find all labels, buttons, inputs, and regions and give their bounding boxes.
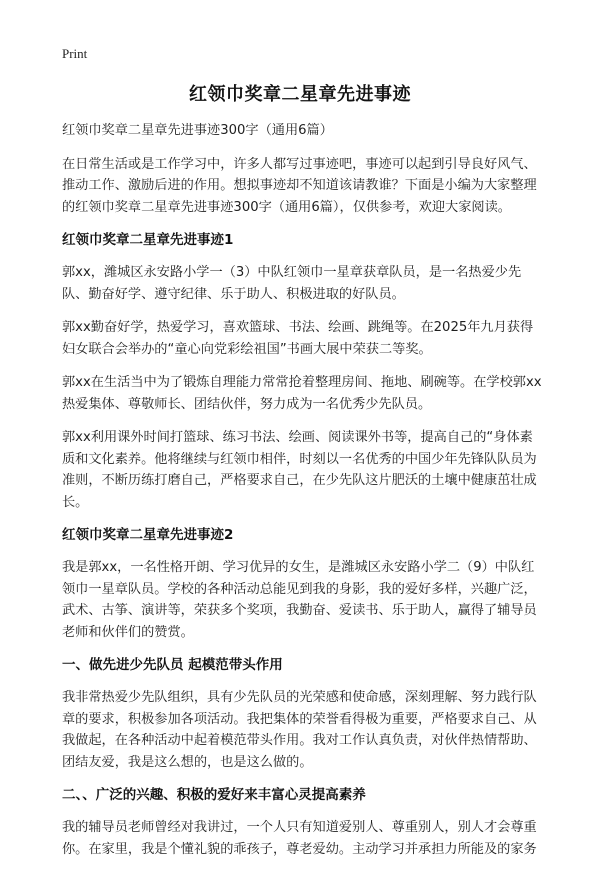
section1-paragraph-2: 郭xx勤奋好学，热爱学习，喜欢篮球、书法、绘画、跳绳等。在2025年九月获得妇女联合会举办的“童心向党彩绘祖国”书画大展中荣获二等奖。 (62, 320, 534, 357)
print-label: Print (62, 46, 88, 61)
page-title: 红领巾奖章二星章先进事迹 (189, 84, 411, 105)
subsection1-heading: 一、做先进少先队员 起模范带头作用 (62, 657, 283, 673)
subsection1-paragraph: 我非常热爱少先队组织，具有少先队员的光荣感和使命感，深刻理解、努力践行队章的要求，积极参加各项活动。我把集体的荣誉看得极为重要，严格要求自己、从我做起，在各种活动中起着模范带头作用。我对工作认真负责，对伙伴热情帮助、团结友爱，我是这么想的，也是这么做的。 (62, 690, 537, 770)
subtitle: 红领巾奖章二星章先进事迹300字（通用6篇） (62, 123, 333, 138)
subsection2-paragraph: 我的辅导员老师曾经对我讲过，一个人只有知道爱别人、尊重别人，别人才会尊重你。在家里，我是个懂礼貌的乖孩子，尊老爱幼。主动学习并承担力所能及的家务 (62, 820, 537, 857)
section1-paragraph-3: 郭xx在生活当中为了锻炼自理能力常常抢着整理房间、拖地、刷碗等。在学校郭xx热爱集体、尊敬师长、团结伙伴，努力成为一名优秀少先队员。 (62, 375, 542, 412)
intro-paragraph: 在日常生活或是工作学习中，许多人都写过事迹吧，事迹可以起到引导良好风气、推动工作、激励后进的作用。想拟事迹却不知道该请教谁？下面是小编为大家整理的红领巾奖章二星章先进事迹300字（通用6篇），仅供参考，欢迎大家阅读。 (62, 156, 537, 215)
section2-paragraph-1: 我是郭xx，一名性格开朗、学习优异的女生，是潍城区永安路小学二（9）中队红领巾一星章队员。学校的各种活动总能见到我的身影，我的爱好多样，兴趣广泛，武术、古筝、演讲等，荣获多个奖项，我勤奋、爱读书、乐于助人，赢得了辅导员老师和伙伴们的赞赏。 (62, 560, 537, 640)
section1-heading: 红领巾奖章二星章先进事迹1 (62, 232, 234, 248)
subsection2-heading: 二、、广泛的兴趣、积极的爱好来丰富心灵提高素养 (62, 787, 366, 803)
section2-heading: 红领巾奖章二星章先进事迹2 (62, 527, 234, 543)
document-content (62, 120, 544, 872)
section1-paragraph-1: 郭xx，潍城区永安路小学一（3）中队红领巾一星章获章队员，是一名热爱少先队、勤奋好学、遵守纪律、乐于助人、积极进取的好队员。 (62, 265, 522, 302)
section1-paragraph-4: 郭xx利用课外时间打篮球、练习书法、绘画、阅读课外书等，提高自己的“身体素质和文化素养。他将继续与红领巾相伴，时刻以一名优秀的中国少年先锋队队员为准则，不断历练打磨自己，严格要求自己，在少先队这片肥沃的土壤中健康茁壮成长。 (62, 430, 537, 510)
